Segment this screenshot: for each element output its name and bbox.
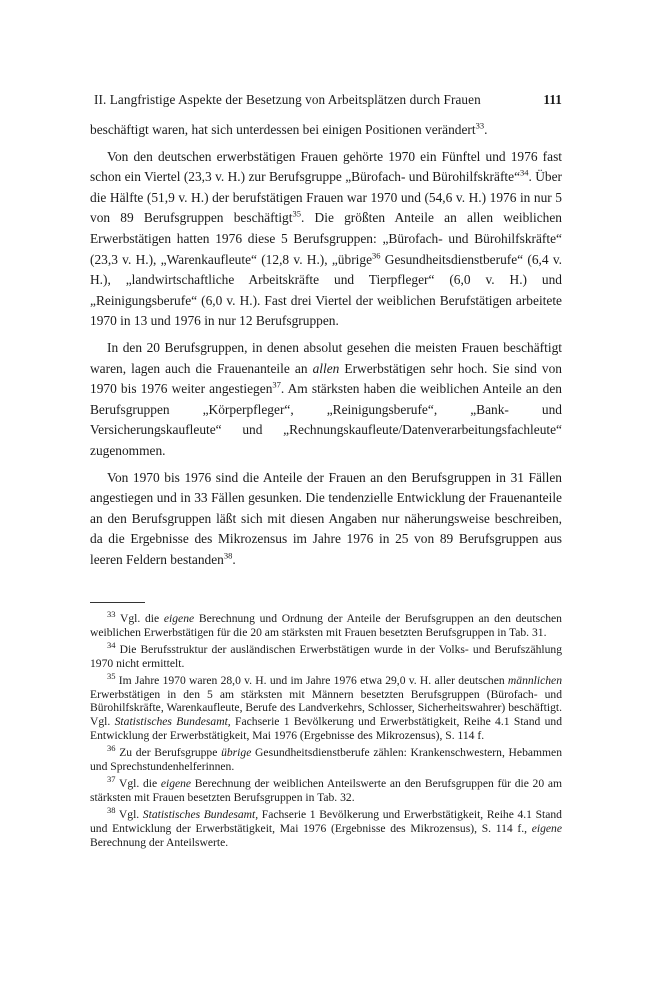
footnote-number: 35 [107,670,116,681]
text-run: Erwerbstätigen sehr hoch. Sie sind von 1970 bis 1976 weiter angestiegen [90,360,562,397]
footnote-ref-37[interactable]: 37 [272,379,281,390]
text-run: In den 20 Berufsgruppen, in denen absolut gesehen die meisten Frauen beschäftigt waren, lagen auch die Frauenanteile an [90,339,562,376]
footnotes [90,609,563,853]
footnote-divider [90,602,145,603]
footnote-ref-38[interactable]: 38 [223,550,233,561]
paragraph-1 [90,120,562,141]
text-run: . Über die Hälfte (51,9 v. H.) der berufstätigen Frauen war 1970 und (54,6 v. H.) 1976 in nur 5 von 89 Berufsgruppen beschäftigt [90,169,563,226]
text-run: . Am stärksten haben die weiblichen Anteile an den Berufsgruppen „Körperpfleger“, „Reinigungsberufe“, „Bank- und Versicherungskaufleute“ und „Rechnungskaufleute/Datenverarbeitungsfachleute“ zugenommen. [90,381,562,458]
footnote-33 [90,609,562,640]
text-run: Im Jahre 1970 waren 28,0 v. H. und im Jahre 1976 etwa 29,0 v. H. aller deutschen [115,673,508,687]
paragraph-4 [90,468,562,571]
footnote-number: 33 [107,609,116,620]
footnote-number: 34 [107,639,116,650]
text-run: Berechnung der Anteilswerte. [90,835,229,849]
footnote-number: 37 [107,774,116,785]
text-run: . Die größten Anteile an allen weiblichen Erwerbstätigen hatten 1976 diese 5 Berufsgruppen: „Bürofach- und Bürohilfskräfte“ (23,3 v. H.), „Warenkaufleute“ (12,8 v. H.), „übrige [90,210,562,267]
emphasis: Statistisches Bundesamt, [114,715,231,729]
paragraph-3 [90,338,562,462]
text-run: Erwerbstätigen in den 5 am stärksten mit Männern besetzten Berufsgruppen (Bürofach- und Bürohilfskräfte, Warenkaufleute, Berufe des Landverkehrs, Schlosser, Sicherheitswahrer) beschäftigt. Vgl. [90,687,562,729]
emphasis: übrige [221,746,252,760]
footnote-ref-36[interactable]: 36 [372,250,381,261]
text-run: . [484,122,488,137]
chapter-title: II. Langfristige Aspekte der Besetzung von Arbeitsplätzen durch Frauen [94,92,481,107]
text-run: Gesundheitsdienstberufe zählen: Krankenschwestern, Hebammen und Sprechstundenhelferinnen. [90,746,562,774]
running-header [94,92,562,108]
text-run: Von den deutschen erwerbstätigen Frauen gehörte 1970 ein Fünftel und 1976 fast schon ein Viertel (23,3 v. H.) zur Berufsgruppe „Bürofach- und Bürohilfskräfte“ [90,148,562,185]
page-number: 111 [543,92,562,107]
text-run: Vgl. die [115,612,164,625]
footnote-ref-34[interactable]: 34 [520,167,529,178]
emphasis: Statistisches Bundesamt, [142,807,259,821]
text-run: . [232,551,236,567]
emphasis: allen [312,360,340,376]
footnote-37 [90,774,562,805]
text-run: Vgl. [115,807,143,821]
footnote-ref-35[interactable]: 35 [292,208,301,219]
footnote-ref-33[interactable]: 33 [475,120,485,131]
text-run: Berechnung der weiblichen Anteilswerte an den Berufsgruppen für die 20 am stärksten mit Frauen besetzten Berufsgruppen in Tab. 32. [90,776,562,804]
text-run: Berechnung und Ordnung der Anteile der Berufsgruppen an den deutschen weiblichen Erwerbstätigen für die 20 am stärksten mit Frauen besetzten Berufsgruppen in Tab. 31. [90,612,562,639]
text-run: Zu der Berufsgruppe [115,746,222,760]
emphasis: männlichen [507,673,562,687]
footnote-34 [90,639,562,671]
footnote-36 [90,743,562,774]
main-text [90,120,562,576]
text-run: Die Berufsstruktur der ausländischen Erwerbstätigen wurde in der Volks- und Berufszählung 1970 nicht ermittelt. [90,642,562,670]
text-run: beschäftigt waren, hat sich unterdessen bei einigen Positionen verändert [90,122,476,137]
text-run: Gesundheitsdienstberufe“ (6,4 v. H.), „landwirtschaftliche Arbeitskräfte und Tierpfleger“ (6,0 v. H.) und „Reinigungsberufe“ (6,0 v. H.). Fast drei Viertel der weiblichen Berufstätigen arbeitete 1970 in 13 und 1976 in nur 12 Berufsgruppen. [90,251,562,329]
text-run: Von 1970 bis 1976 sind die Anteile der Frauen an den Berufsgruppen in 31 Fällen angestiegen und in 33 Fällen gesunken. Die tendenzielle Entwicklung der Frauenanteile an den Berufsgruppen läßt sich mit diesen Angaben nur näherungsweise beschreiben, da die Ergebnisse des Mikrozensus im Jahre 1976 in 25 von 89 Berufsgruppen aus leeren Feldern bestanden [90,469,562,567]
text-run: Fachserie 1 Bevölkerung und Erwerbstätigkeit, Reihe 4.1 Stand und Entwicklung der Erwerbstätigkeit, Mai 1976 (Ergebnisse des Mikrozensus), S. 114 f. [90,715,563,743]
paragraph-2 [90,147,562,332]
emphasis: eigene [160,776,192,790]
text-run: Fachserie 1 Bevölkerung und Erwerbstätigkeit, Reihe 4.1 Stand und Entwicklung der Erwerbstätigkeit, Mai 1976 (Ergebnisse des Mikrozensus), S. 114 f., [90,807,562,835]
emphasis: eigene [163,612,195,625]
footnote-number: 38 [107,804,116,815]
footnote-38 [90,804,562,850]
footnote-35 [90,670,563,744]
footnote-number: 36 [107,743,116,754]
text-run: Vgl. die [115,776,161,790]
emphasis: eigene [531,821,562,835]
